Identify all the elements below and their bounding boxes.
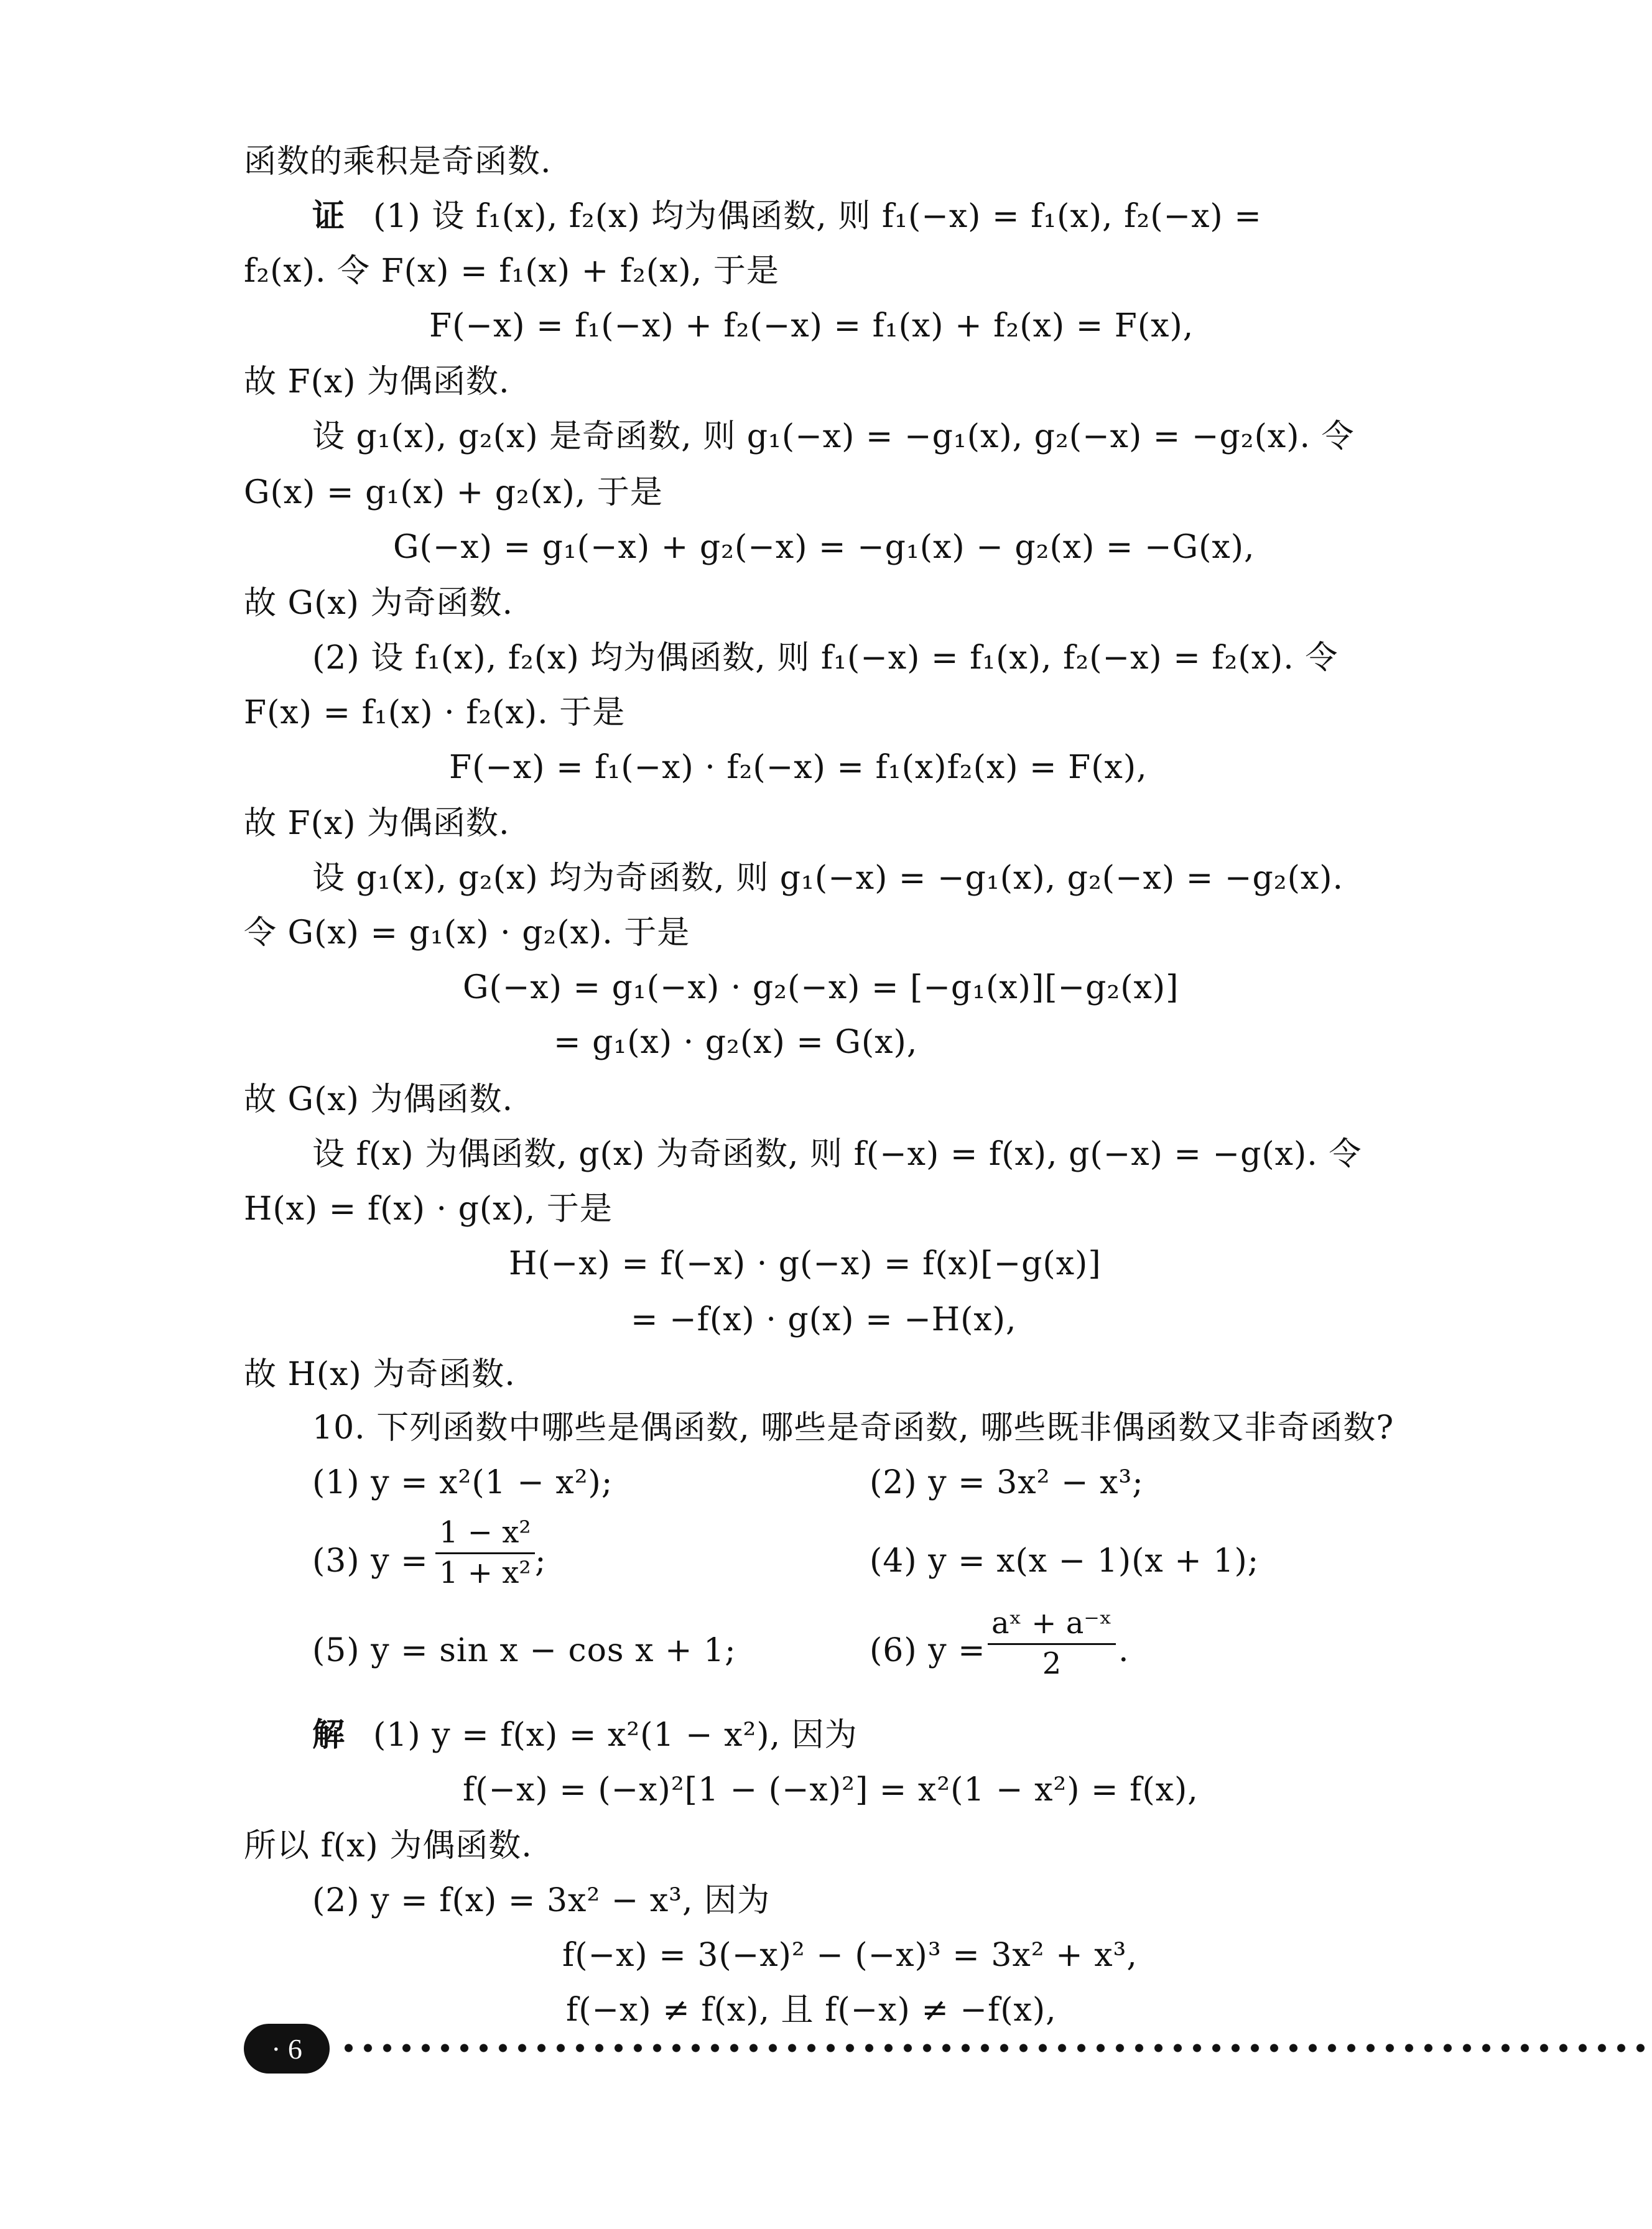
equation: = g₁(x) · g₂(x) = G(x),	[554, 1024, 918, 1061]
equation: f(−x) = 3(−x)² − (−x)³ = 3x² + x³,	[562, 1937, 1138, 1974]
dotted-rule	[339, 2042, 1645, 2054]
text-line: 令 G(x) = g₁(x) · g₂(x). 于是	[244, 914, 690, 952]
text-line: (1) 设 f₁(x), f₂(x) 均为偶函数, 则 f₁(−x) = f₁(x), f₂(−x) =	[373, 198, 1262, 235]
page-number: · 6	[271, 2032, 302, 2065]
equation: H(−x) = f(−x) · g(−x) = f(x)[−g(x)]	[509, 1245, 1102, 1282]
text-line: 故 G(x) 为奇函数.	[244, 585, 514, 622]
equation: f(−x) = (−x)²[1 − (−x)²] = x²(1 − x²) = f(x),	[463, 1771, 1199, 1809]
text-line: (2) y = f(x) = 3x² − x³, 因为	[312, 1882, 771, 1919]
text-line: 设 f(x) 为偶函数, g(x) 为奇函数, 则 f(−x) = f(x), g(−x) = −g(x). 令	[312, 1136, 1362, 1173]
equation: f(−x) ≠ f(x), 且 f(−x) ≠ −f(x),	[566, 1991, 1057, 2029]
text-line: 故 F(x) 为偶函数.	[244, 363, 510, 401]
exercise-item: (1) y = x²(1 − x²);	[312, 1464, 613, 1501]
text-line: 所以 f(x) 为偶函数.	[244, 1827, 532, 1865]
equation: = −f(x) · g(x) = −H(x),	[631, 1301, 1017, 1338]
fraction-numerator: 1 − x²	[435, 1518, 535, 1554]
text-line: 故 H(x) 为奇函数.	[244, 1356, 516, 1393]
punctuation: ;	[535, 1542, 547, 1580]
fraction	[435, 1515, 535, 1590]
text-line: H(x) = f(x) · g(x), 于是	[244, 1190, 613, 1228]
fraction	[988, 1608, 1116, 1679]
equation: G(−x) = g₁(−x) + g₂(−x) = −g₁(x) − g₂(x) = −G(x),	[393, 529, 1255, 566]
equation: F(−x) = f₁(−x) · f₂(−x) = f₁(x)f₂(x) = F(x),	[449, 749, 1148, 786]
text-line: F(x) = f₁(x) · f₂(x). 于是	[244, 694, 626, 731]
solution-label: 解	[312, 1717, 346, 1754]
fraction-denominator: 1 + x²	[439, 1555, 531, 1590]
fraction-numerator: aˣ + a⁻ˣ	[988, 1608, 1116, 1645]
exercise-item: (3) y =	[312, 1542, 429, 1580]
text-line: 设 g₁(x), g₂(x) 均为奇函数, 则 g₁(−x) = −g₁(x), g₂(−x) = −g₂(x).	[312, 860, 1344, 897]
text-line: (1) y = f(x) = x²(1 − x²), 因为	[373, 1717, 858, 1754]
exercise-item: (2) y = 3x² − x³;	[870, 1464, 1144, 1501]
exercise-heading: 10. 下列函数中哪些是偶函数, 哪些是奇函数, 哪些既非偶函数又非奇函数?	[312, 1409, 1394, 1447]
text-line: 函数的乘积是奇函数.	[244, 143, 552, 180]
page-number-badge	[244, 2024, 330, 2074]
text-line: 故 F(x) 为偶函数.	[244, 805, 510, 842]
text-line: G(x) = g₁(x) + g₂(x), 于是	[244, 474, 663, 511]
equation: F(−x) = f₁(−x) + f₂(−x) = f₁(x) + f₂(x) = F(x),	[429, 307, 1194, 345]
exercise-item: (4) y = x(x − 1)(x + 1);	[870, 1542, 1260, 1580]
equation: G(−x) = g₁(−x) · g₂(−x) = [−g₁(x)][−g₂(x)]	[463, 969, 1179, 1006]
exercise-item: (6) y =	[870, 1632, 986, 1669]
text-line: 设 g₁(x), g₂(x) 是奇函数, 则 g₁(−x) = −g₁(x), g₂(−x) = −g₂(x). 令	[312, 418, 1355, 455]
punctuation: .	[1118, 1632, 1130, 1669]
text-line: f₂(x). 令 F(x) = f₁(x) + f₂(x), 于是	[244, 253, 779, 290]
text-line: (2) 设 f₁(x), f₂(x) 均为偶函数, 则 f₁(−x) = f₁(x), f₂(−x) = f₂(x). 令	[312, 639, 1339, 677]
text-line: 故 G(x) 为偶函数.	[244, 1081, 514, 1118]
proof-label: 证	[312, 198, 346, 235]
fraction-denominator: 2	[1042, 1646, 1062, 1681]
exercise-item: (5) y = sin x − cos x + 1;	[312, 1632, 736, 1669]
